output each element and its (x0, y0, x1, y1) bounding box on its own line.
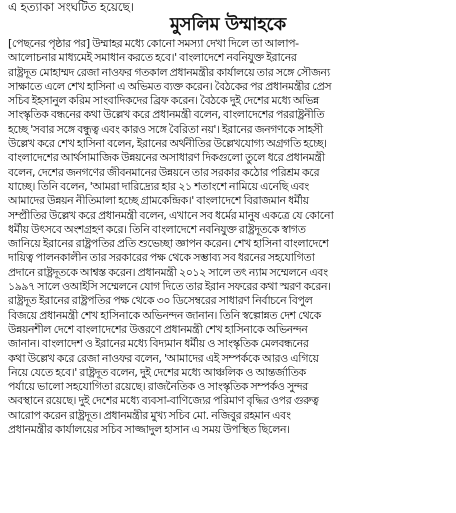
article-body-line: অবস্থানে রয়েছে। দুই দেশের মধ্যে ব্যবসা-বাণিজ্যের পরিমাণ বৃদ্ধির ওপর গুরুত্ব (8, 394, 319, 408)
article-body-line: সাংস্কৃতিক বন্ধনের কথা উল্লেখ করে প্রধানমন্ত্রী বলেন, বাংলাদেশের পররাষ্ট্রনীতি (8, 108, 325, 122)
article-body-line: কথা উল্লেখ করে রেজা নাওফর বলেন, 'আমাদের এই সম্পর্ককে আরও এগিয়ে (8, 351, 319, 365)
article-body (8, 37, 450, 437)
article-body-line: সচিব ইহসানুল করিম সাংবাদিকদের ব্রিফ করেন। বৈঠকে দুই দেশের মধ্যে অভিন্ন (8, 94, 319, 108)
article-body-line: পর্যায়ে ভালো সহযোগিতা রয়েছে। রাজনৈতিক ও সাংস্কৃতিক সম্পর্কও সুন্দর (8, 380, 308, 394)
article-body-line: হচ্ছে 'সবার সঙ্গে বন্ধুত্ব এবং কারও সঙ্গে বৈরিতা নয়'। ইরানের জনগণকে সাহসী (8, 122, 323, 136)
article-body-line: সাক্ষাতে এলে শেখ হাসিনা এ অভিমত ব্যক্ত করেন। বৈঠকের পর প্রধানমন্ত্রীর প্রেস (8, 79, 332, 93)
article-body-line: আরোপ করেন রাষ্ট্রদূত। প্রধানমন্ত্রীর মুখ্য সচিব মো. নজিবুর রহমান এবং (8, 408, 291, 422)
article-body-line: যাচ্ছে। তিনি বলেন, 'আমরা দারিদ্র্যের হার ২১ শতাংশে নামিয়ে এনেছি এবং (8, 179, 309, 193)
article-body-line: বিজয়ে প্রধানমন্ত্রী শেখ হাসিনাকে অভিনন্দন জানান। তিনি স্বল্পোন্নত দেশ থেকে (8, 308, 321, 322)
article-body-line: [পেছনের পৃষ্ঠার পর] উম্মাহর মধ্যে কোনো সমস্যা দেখা দিলে তা আলাপ- (8, 37, 299, 50)
article-body-line: বলেন, দেশের জনগণের জীবনমানের উন্নয়নে তার সরকার কঠোর পরিশ্রম করে (8, 165, 320, 179)
article-body-line: প্রদানে রাষ্ট্রদূতকে আশ্বস্ত করেন। প্রধানমন্ত্রী ২০১২ সালে তৎ ন্যাম সম্মেলনে এবং (8, 265, 328, 279)
article-body-line: ধর্মীয় উৎসবে অংশগ্রহণ করে। তিনি বাংলাদেশে নবনিযুক্ত রাষ্ট্রদূতকে স্বাগত (8, 222, 306, 236)
article-body-line: প্রধানমন্ত্রীর কার্যালয়ের সচিব সাজ্জাদুল হাসান এ সময় উপস্থিত ছিলেন। (8, 423, 290, 437)
previous-article-ending: এ হত্যাকা সংঘটিত হয়েছে। (8, 0, 134, 14)
article-body-line: উল্লেখ করে শেখ হাসিনা বলেন, ইরানের অর্থনীতির উল্লেখযোগ্য অগ্রগতি হচ্ছে। (8, 137, 327, 151)
article-body-line: দায়িত্ব পালনকালীন তার সরকারের পক্ষ থেকে সম্ভাব্য সব ধরনের সহযোগিতা (8, 251, 315, 265)
article-body-line: ১৯৯৭ সালে ওআইসি সম্মেলনে যোগ দিতে তার ইরান সফরের কথা স্মরণ করেন। (8, 280, 331, 294)
article-body-line: আলোচনার মাধ্যমেই সমাধান করতে হবে।' বাংলাদেশে নবনিযুক্ত ইরানের (8, 51, 297, 65)
article-body-line: রাষ্ট্রদূত মোহাম্মদ রেজা নাওফর গতকাল প্রধানমন্ত্রীর কার্যালয়ে তার সঙ্গে সৌজন্য (8, 65, 330, 79)
article-body-line: রাষ্ট্রদূত ইরানের রাষ্ট্রপতির পক্ষ থেকে ৩০ ডিসেম্বরের সাধারণ নির্বাচনে বিপুল (8, 294, 313, 308)
article-body-line: আমাদের উন্নয়ন নীতিমালা হচ্ছে গ্রামকেন্দ্রিক।' বাংলাদেশে বিরাজমান ধর্মীয় (8, 194, 309, 208)
article-body-line: নিয়ে যেতে হবে।' রাষ্ট্রদূত বলেন, দুই দেশের মধ্যে আঞ্চলিক ও আন্তর্জাতিক (8, 365, 306, 379)
article-headline: মুসলিম উম্মাহকে (170, 14, 286, 35)
article-body-line: জানিয়ে ইরানের রাষ্ট্রপতির প্রতি শুভেচ্ছা জ্ঞাপন করেন। শেখ হাসিনা বাংলাদেশে (8, 237, 329, 251)
article-body-line: সম্প্রীতির উল্লেখ করে প্রধানমন্ত্রী বলেন, এখানে সব ধর্মের মানুষ একত্রে যে কোনো (8, 208, 334, 222)
article-body-line: বাংলাদেশের আর্থসামাজিক উন্নয়নের অসাধারণ দিকগুলো তুলে ধরে প্রধানমন্ত্রী (8, 151, 325, 165)
article-body-line: জানান। বাংলাদেশ ও ইরানের মধ্যে বিদ্যমান ধর্মীয় ও সাংস্কৃতিক মেলবন্ধনের (8, 337, 309, 351)
article-body-line: উন্নয়নশীল দেশে বাংলাদেশের উত্তরণে প্রধানমন্ত্রী শেখ হাসিনাকে অভিনন্দন (8, 322, 308, 336)
